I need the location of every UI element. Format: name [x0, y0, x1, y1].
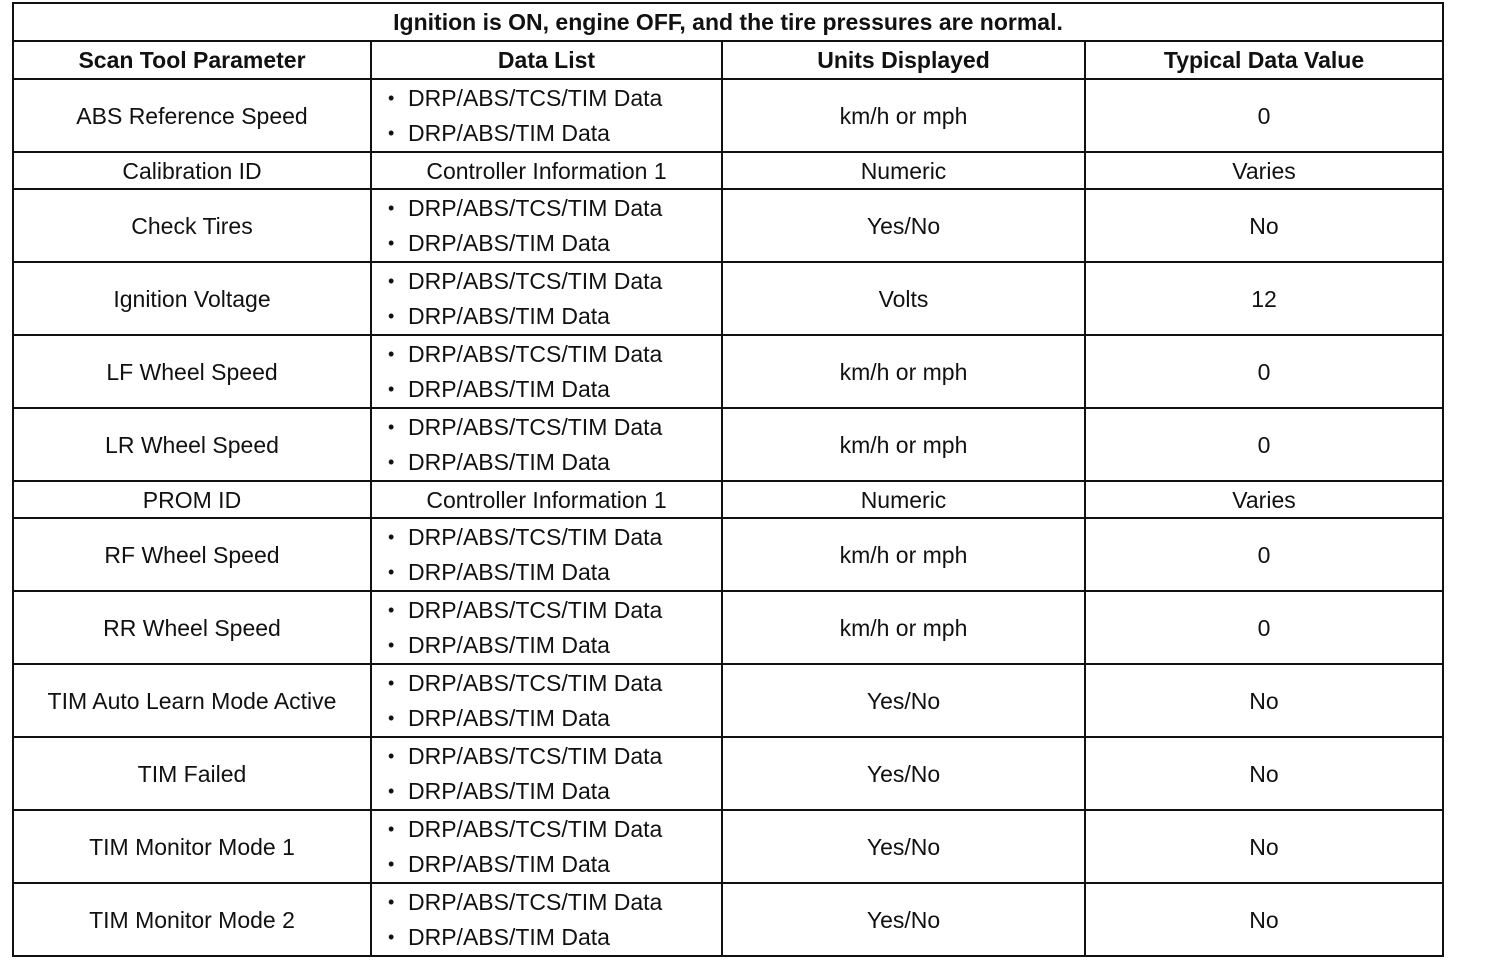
data-list-item-label: DRP/ABS/TIM Data [408, 448, 610, 475]
bullet-icon: • [388, 197, 395, 218]
cell-data-list [371, 79, 722, 152]
cell-units-displayed: Numeric [722, 481, 1085, 518]
cell-units-displayed: km/h or mph [722, 79, 1085, 152]
cell-typical-data-value: No [1085, 664, 1443, 737]
cell-typical-data-value: No [1085, 737, 1443, 810]
data-list-item [388, 520, 721, 555]
cell-typical-data-value: 12 [1085, 262, 1443, 335]
cell-scan-tool-parameter: LR Wheel Speed [13, 408, 371, 481]
cell-units-displayed: Yes/No [722, 664, 1085, 737]
table-row [13, 810, 1443, 883]
cell-scan-tool-parameter: RR Wheel Speed [13, 591, 371, 664]
data-list-item-label: DRP/ABS/TCS/TIM Data [408, 523, 663, 550]
bullet-icon: • [388, 780, 395, 801]
cell-typical-data-value: No [1085, 810, 1443, 883]
bullet-icon: • [388, 232, 395, 253]
scan-tool-data-table [12, 2, 1444, 957]
data-list-item [388, 628, 721, 663]
cell-units-displayed: Yes/No [722, 189, 1085, 262]
table-caption: Ignition is ON, engine OFF, and the tire pressures are normal. [13, 3, 1443, 41]
cell-scan-tool-parameter: PROM ID [13, 481, 371, 518]
data-list-item-label: DRP/ABS/TCS/TIM Data [408, 194, 663, 221]
data-list-item-label: DRP/ABS/TIM Data [408, 777, 610, 804]
cell-data-list [371, 810, 722, 883]
header-data-list: Data List [371, 41, 722, 79]
bullet-icon: • [388, 745, 395, 766]
table-row [13, 664, 1443, 737]
data-list-item [388, 226, 721, 261]
cell-data-list [371, 591, 722, 664]
bullet-icon: • [388, 561, 395, 582]
bullet-icon: • [388, 305, 395, 326]
cell-typical-data-value: 0 [1085, 591, 1443, 664]
table-caption-row [13, 3, 1443, 41]
bullet-icon: • [388, 87, 395, 108]
cell-typical-data-value: Varies [1085, 481, 1443, 518]
cell-units-displayed: km/h or mph [722, 591, 1085, 664]
data-list-item [388, 299, 721, 334]
table-row [13, 335, 1443, 408]
bullet-icon: • [388, 451, 395, 472]
table-row [13, 737, 1443, 810]
table-body [13, 79, 1443, 956]
cell-scan-tool-parameter: TIM Monitor Mode 1 [13, 810, 371, 883]
data-list-item-label: DRP/ABS/TIM Data [408, 375, 610, 402]
cell-units-displayed: Yes/No [722, 737, 1085, 810]
cell-scan-tool-parameter: ABS Reference Speed [13, 79, 371, 152]
cell-typical-data-value: 0 [1085, 518, 1443, 591]
data-list-item-label: DRP/ABS/TCS/TIM Data [408, 669, 663, 696]
cell-typical-data-value: 0 [1085, 79, 1443, 152]
data-list-item-label: DRP/ABS/TCS/TIM Data [408, 340, 663, 367]
cell-data-list [371, 883, 722, 956]
cell-units-displayed: km/h or mph [722, 335, 1085, 408]
table-header-row [13, 41, 1443, 79]
cell-typical-data-value: No [1085, 189, 1443, 262]
cell-scan-tool-parameter: Calibration ID [13, 152, 371, 189]
data-list-item-label: DRP/ABS/TCS/TIM Data [408, 84, 663, 111]
data-list-item-label: DRP/ABS/TCS/TIM Data [408, 596, 663, 623]
bullet-icon: • [388, 672, 395, 693]
cell-scan-tool-parameter: TIM Monitor Mode 2 [13, 883, 371, 956]
data-list-item-label: Controller Information 1 [426, 157, 667, 184]
data-list-item-label: DRP/ABS/TIM Data [408, 302, 610, 329]
data-list-item [388, 191, 721, 226]
data-list-item [388, 812, 721, 847]
data-list-item [388, 337, 721, 372]
bullet-icon: • [388, 707, 395, 728]
cell-data-list [371, 408, 722, 481]
cell-units-displayed: km/h or mph [722, 518, 1085, 591]
cell-typical-data-value: No [1085, 883, 1443, 956]
cell-typical-data-value: 0 [1085, 335, 1443, 408]
header-scan-tool-parameter: Scan Tool Parameter [13, 41, 371, 79]
bullet-icon: • [388, 416, 395, 437]
data-list-item [388, 885, 721, 920]
bullet-icon: • [388, 891, 395, 912]
header-typical-data-value: Typical Data Value [1085, 41, 1443, 79]
data-list-item [388, 410, 721, 445]
bullet-icon: • [388, 818, 395, 839]
bullet-icon: • [388, 926, 395, 947]
cell-scan-tool-parameter: TIM Failed [13, 737, 371, 810]
data-list-item-label: DRP/ABS/TCS/TIM Data [408, 267, 663, 294]
data-list-item-label: DRP/ABS/TIM Data [408, 229, 610, 256]
table-row [13, 79, 1443, 152]
data-list-item [388, 116, 721, 151]
table-row [13, 481, 1443, 518]
data-list-item [388, 445, 721, 480]
header-units-displayed: Units Displayed [722, 41, 1085, 79]
data-list-item [388, 555, 721, 590]
cell-data-list [371, 262, 722, 335]
data-list-item [388, 847, 721, 882]
data-list-item [388, 264, 721, 299]
bullet-icon: • [388, 378, 395, 399]
bullet-icon: • [388, 122, 395, 143]
data-list-item-label: Controller Information 1 [426, 486, 667, 513]
data-list-item-label: DRP/ABS/TIM Data [408, 631, 610, 658]
cell-data-list [371, 152, 722, 189]
cell-data-list [371, 481, 722, 518]
data-list-item [388, 774, 721, 809]
cell-units-displayed: Yes/No [722, 810, 1085, 883]
data-list-item-label: DRP/ABS/TIM Data [408, 704, 610, 731]
table-row [13, 883, 1443, 956]
cell-data-list [371, 335, 722, 408]
data-list-item-label: DRP/ABS/TCS/TIM Data [408, 888, 663, 915]
bullet-icon: • [388, 853, 395, 874]
bullet-icon: • [388, 270, 395, 291]
cell-data-list [371, 664, 722, 737]
data-list-item-label: DRP/ABS/TIM Data [408, 119, 610, 146]
data-list-item [388, 739, 721, 774]
cell-typical-data-value: 0 [1085, 408, 1443, 481]
cell-data-list [371, 737, 722, 810]
data-list-item [388, 372, 721, 407]
cell-units-displayed: km/h or mph [722, 408, 1085, 481]
table-row [13, 262, 1443, 335]
data-list-item-label: DRP/ABS/TCS/TIM Data [408, 815, 663, 842]
cell-units-displayed: Volts [722, 262, 1085, 335]
data-list-item-label: DRP/ABS/TIM Data [408, 923, 610, 950]
table-row [13, 152, 1443, 189]
cell-data-list [371, 189, 722, 262]
table-row [13, 518, 1443, 591]
bullet-icon: • [388, 343, 395, 364]
data-list-item [388, 666, 721, 701]
table-row [13, 591, 1443, 664]
data-list-item-label: DRP/ABS/TIM Data [408, 558, 610, 585]
cell-data-list [371, 518, 722, 591]
data-list-item [388, 920, 721, 955]
cell-scan-tool-parameter: TIM Auto Learn Mode Active [13, 664, 371, 737]
bullet-icon: • [388, 599, 395, 620]
data-list-item-label: DRP/ABS/TCS/TIM Data [408, 742, 663, 769]
data-list-item-label: DRP/ABS/TCS/TIM Data [408, 413, 663, 440]
bullet-icon: • [388, 526, 395, 547]
data-list-item-label: DRP/ABS/TIM Data [408, 850, 610, 877]
bullet-icon: • [388, 634, 395, 655]
cell-units-displayed: Numeric [722, 152, 1085, 189]
table-row [13, 189, 1443, 262]
table-row [13, 408, 1443, 481]
scan-tool-data-sheet [12, 2, 1442, 957]
cell-scan-tool-parameter: RF Wheel Speed [13, 518, 371, 591]
cell-scan-tool-parameter: Ignition Voltage [13, 262, 371, 335]
cell-scan-tool-parameter: Check Tires [13, 189, 371, 262]
data-list-item [388, 701, 721, 736]
cell-units-displayed: Yes/No [722, 883, 1085, 956]
data-list-item [388, 593, 721, 628]
cell-typical-data-value: Varies [1085, 152, 1443, 189]
data-list-item [388, 81, 721, 116]
cell-scan-tool-parameter: LF Wheel Speed [13, 335, 371, 408]
